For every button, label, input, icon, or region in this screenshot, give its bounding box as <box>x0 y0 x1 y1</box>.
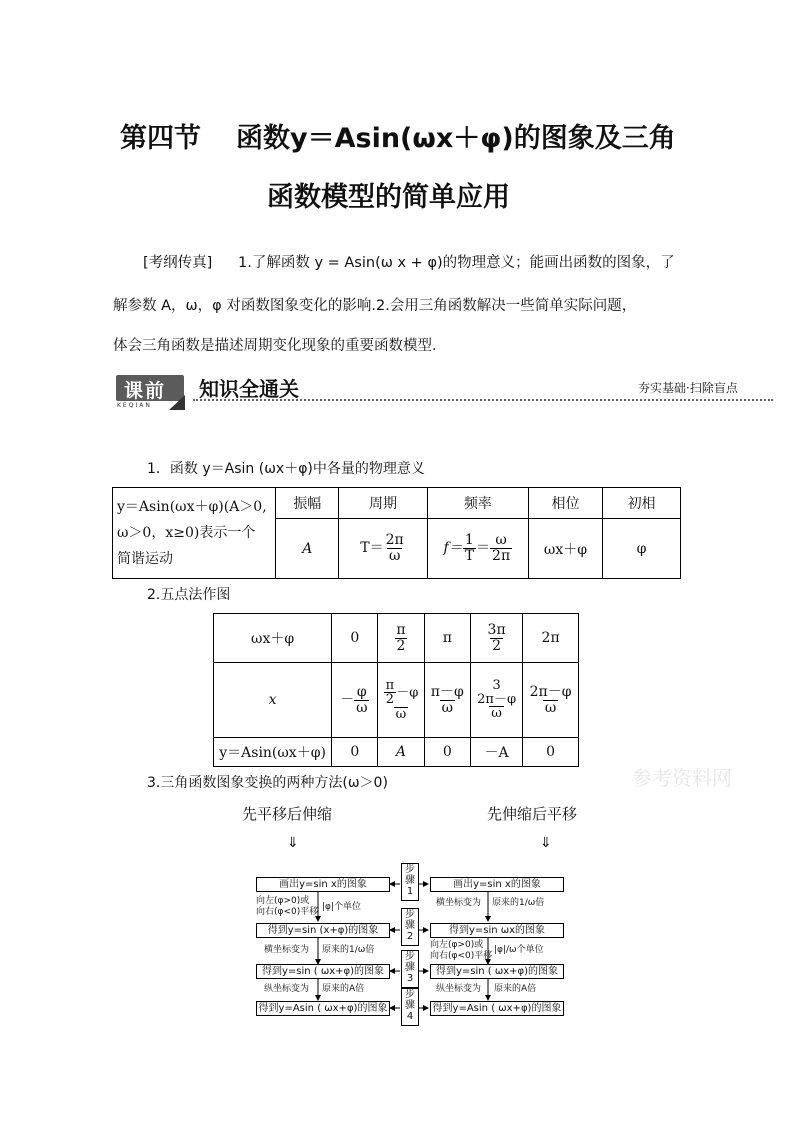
left-note: 原来的A倍 <box>322 984 365 994</box>
table1-header: 频率 <box>427 488 528 519</box>
cell-value <box>523 663 579 738</box>
cell-value <box>378 663 424 738</box>
fraction-num: π <box>396 621 406 638</box>
right-step-box: 得到y=Asin ( ωx+φ)的图象 <box>430 1001 564 1016</box>
right-method-title: 先伸缩后平移 <box>487 805 578 823</box>
left-note: |φ|个单位 <box>322 902 362 912</box>
fraction <box>354 685 369 715</box>
table1-header: 初相 <box>603 488 681 519</box>
intro-line2: 解参数 A，ω，φ 对函数图象变化的影响.2.会用三角函数解决一些简单实际问题， <box>113 298 637 314</box>
intro-tag: [考纲传真] <box>143 255 213 271</box>
fraction-den: 2 <box>396 637 406 654</box>
freq-fraction-2 <box>490 533 512 563</box>
cell-value: 0 <box>424 738 470 767</box>
minus-sign: － <box>340 692 355 708</box>
table1-header: 振幅 <box>276 488 339 519</box>
row-label: y＝Asin(ωx＋φ) <box>214 738 332 767</box>
intro-line1: 1.了解函数 y = Asin(ω x + φ)的物理意义；能画出函数的图象，了 <box>238 255 675 271</box>
fraction-den: ω <box>388 548 401 564</box>
section1-heading: 1．函数 y＝Asin (ωx＋φ)中各量的物理意义 <box>147 461 425 477</box>
fraction-num: 1 <box>464 532 474 549</box>
table1-desc-line: 简谐运动 <box>117 551 173 567</box>
right-note: 纵坐标变为 <box>436 984 482 994</box>
fraction <box>382 679 421 722</box>
inner-fraction <box>384 679 397 707</box>
cell-value: A <box>378 738 424 767</box>
left-note: 向左(φ>0)或 <box>256 896 310 906</box>
fraction-den: 2π <box>492 548 511 564</box>
cell-value: －A <box>471 738 523 767</box>
watermark: 参考资料网 <box>632 766 732 790</box>
fraction-num: ω <box>495 532 507 549</box>
cell-value: 0 <box>523 738 579 767</box>
fraction <box>429 685 466 715</box>
physics-table <box>112 487 681 579</box>
fraction-den: ω <box>441 699 454 716</box>
cell-value <box>424 663 470 738</box>
fraction-den: 2 <box>492 637 502 654</box>
fraction <box>475 679 518 721</box>
fraction-den: ω <box>544 699 557 716</box>
table1-header: 周期 <box>339 488 428 519</box>
fraction-rest: －φ <box>396 685 419 701</box>
fraction-num <box>475 679 518 706</box>
step-label: 步骤3 <box>401 950 419 988</box>
fraction-num: π－φ <box>430 683 464 700</box>
banner-badge-label: 课前 <box>124 380 167 402</box>
fraction <box>528 685 574 715</box>
intro-line3: 体会三角函数是描述周期变化现象的重要函数模型． <box>113 338 447 354</box>
left-step-box: 得到y=Asin ( ωx+φ)的图象 <box>256 1001 390 1016</box>
section3-heading: 3.三角函数图象变换的两种方法(ω＞0) <box>147 775 388 791</box>
fraction-num-mid: 2π－φ <box>477 691 517 707</box>
table1-desc-line: ω＞0，x≥0)表示一个 <box>117 525 256 541</box>
left-note: 横坐标变为 <box>264 945 310 955</box>
fraction-den: ω <box>491 706 502 722</box>
period-fraction <box>384 533 406 563</box>
fraction <box>486 623 508 653</box>
right-note: 原来的1/ω倍 <box>492 898 545 908</box>
title-chapter: 第四节 <box>120 123 201 154</box>
right-note: 横坐标变为 <box>436 898 482 908</box>
fraction-num <box>382 679 421 707</box>
title-line2: 函数模型的简单应用 <box>267 182 510 213</box>
cell-value <box>332 663 378 738</box>
step-label: 步骤1 <box>401 863 419 901</box>
step-label: 步骤4 <box>401 988 419 1026</box>
freq-prefix: f＝ <box>443 540 463 557</box>
step-label: 步骤2 <box>401 908 419 946</box>
amplitude-cell: A <box>276 519 339 579</box>
banner-badge-sub: KEQIAN <box>117 402 152 409</box>
fraction-num: φ <box>356 683 367 700</box>
cell-value: 0 <box>332 738 378 767</box>
fraction-num: π <box>385 677 395 693</box>
title-line1: 函数y＝Asin(ωx＋φ)的图象及三角 <box>236 123 676 154</box>
fraction-den: T <box>464 548 475 564</box>
right-down-arrow-icon: ⇓ <box>540 835 552 851</box>
table1-desc <box>113 488 276 579</box>
left-step-box: 得到y=sin (x+φ)的图象 <box>256 923 390 938</box>
fraction-num: 2π <box>385 532 404 549</box>
left-method-title: 先平移后伸缩 <box>242 805 333 823</box>
freq-fraction-1 <box>463 533 476 563</box>
table1-header: 相位 <box>528 488 602 519</box>
right-step-box: 得到y=sin ωx的图象 <box>430 923 564 938</box>
left-step-box: 得到y=sin ( ωx+φ)的图象 <box>256 964 390 979</box>
fraction <box>394 623 407 653</box>
fraction-den: 2 <box>385 692 395 708</box>
right-note: |φ|/ω个单位 <box>494 945 544 955</box>
period-cell <box>339 519 428 579</box>
fraction-num-top: 3 <box>492 678 501 694</box>
right-note: 原来的A倍 <box>494 984 537 994</box>
cell-value: π <box>424 614 470 663</box>
left-down-arrow-icon: ⇓ <box>287 835 299 851</box>
fraction-num: 3π <box>487 621 506 638</box>
banner <box>113 373 773 413</box>
right-step-box: 得到y=sin ( ωx+φ)的图象 <box>430 964 564 979</box>
table1-desc-line: y＝Asin(ωx＋φ)(A＞0, <box>117 499 267 515</box>
section2-heading: 2.五点法作图 <box>147 587 231 603</box>
cell-value <box>471 663 523 738</box>
right-note: 向右(φ<0)平移 <box>430 951 493 961</box>
cell-value: 0 <box>332 614 378 663</box>
cell-value <box>471 614 523 663</box>
left-note: 纵坐标变为 <box>264 984 310 994</box>
frequency-cell <box>427 519 528 579</box>
left-note: 向右(φ<0)平移 <box>256 907 319 917</box>
cell-value: 2π <box>523 614 579 663</box>
left-note: 原来的1/ω倍 <box>322 945 375 955</box>
banner-fold-icon <box>169 393 189 411</box>
banner-right: 夯实基础·扫除盲点 <box>638 381 738 395</box>
right-step-box: 画出y=sin x的图象 <box>430 877 564 892</box>
transform-diagram <box>250 860 570 1030</box>
row-label: ωx＋φ <box>214 614 332 663</box>
phase-cell: ωx＋φ <box>528 519 602 579</box>
right-note: 向左(φ>0)或 <box>430 940 484 950</box>
period-prefix: T＝ <box>360 540 384 557</box>
freq-equals: ＝ <box>476 540 491 557</box>
five-point-table <box>213 613 579 767</box>
fraction-den: ω <box>395 706 407 722</box>
fraction-num: 2π－φ <box>529 683 572 700</box>
banner-title: 知识全通关 <box>199 377 299 401</box>
cell-value <box>378 614 424 663</box>
banner-dots <box>193 399 773 401</box>
left-step-box: 画出y=sin x的图象 <box>256 877 390 892</box>
initial-phase-cell: φ <box>603 519 681 579</box>
fraction-den: ω <box>356 699 368 716</box>
row-label: x <box>214 663 332 738</box>
